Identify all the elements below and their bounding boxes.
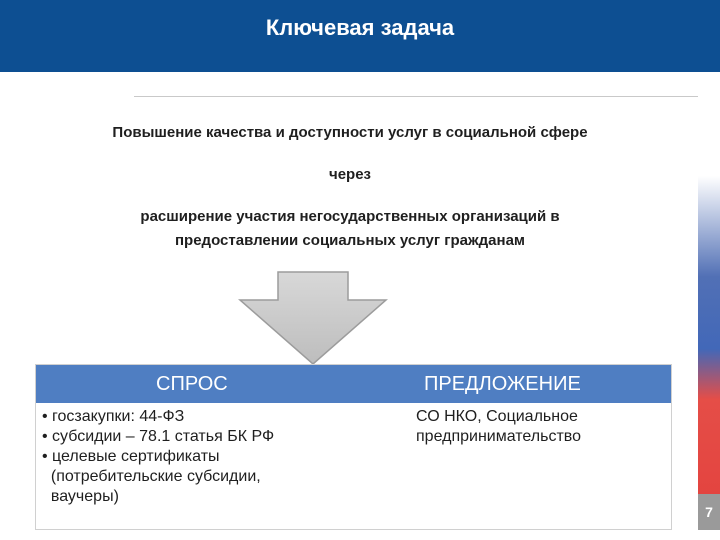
demand-supply-panel [35, 364, 672, 530]
page-number-box [698, 494, 720, 530]
supply-title: ПРЕДЛОЖЕНИЕ [424, 373, 581, 395]
list-item: • субсидии – 78.1 статья БК РФ [42, 428, 275, 445]
supply-text: СО НКО, Социальное предпринимательство [416, 408, 581, 445]
task-line-1: Повышение качества и доступности услуг в социальной сфере [112, 124, 588, 141]
list-item: • целевые сертификаты [42, 448, 220, 465]
task-line-2: через [328, 166, 371, 183]
list-item: ваучеры) [42, 488, 119, 505]
demand-list [42, 407, 274, 507]
list-item: • госзакупки: 44-ФЗ [42, 408, 185, 425]
panel-header [36, 365, 671, 403]
demand-title: СПРОС [156, 373, 228, 395]
task-line-3a: расширение участия негосударственных организаций в [140, 208, 560, 225]
header-bar [0, 0, 720, 72]
divider [134, 96, 698, 97]
page-number: 7 [705, 504, 713, 520]
page-title: Ключевая задача [265, 15, 455, 40]
down-arrow-icon [238, 270, 388, 366]
decorative-strip [698, 140, 720, 500]
list-item: (потребительские субсидии, [42, 468, 261, 485]
task-line-3b: предоставлении социальных услуг гражданам [174, 232, 526, 249]
